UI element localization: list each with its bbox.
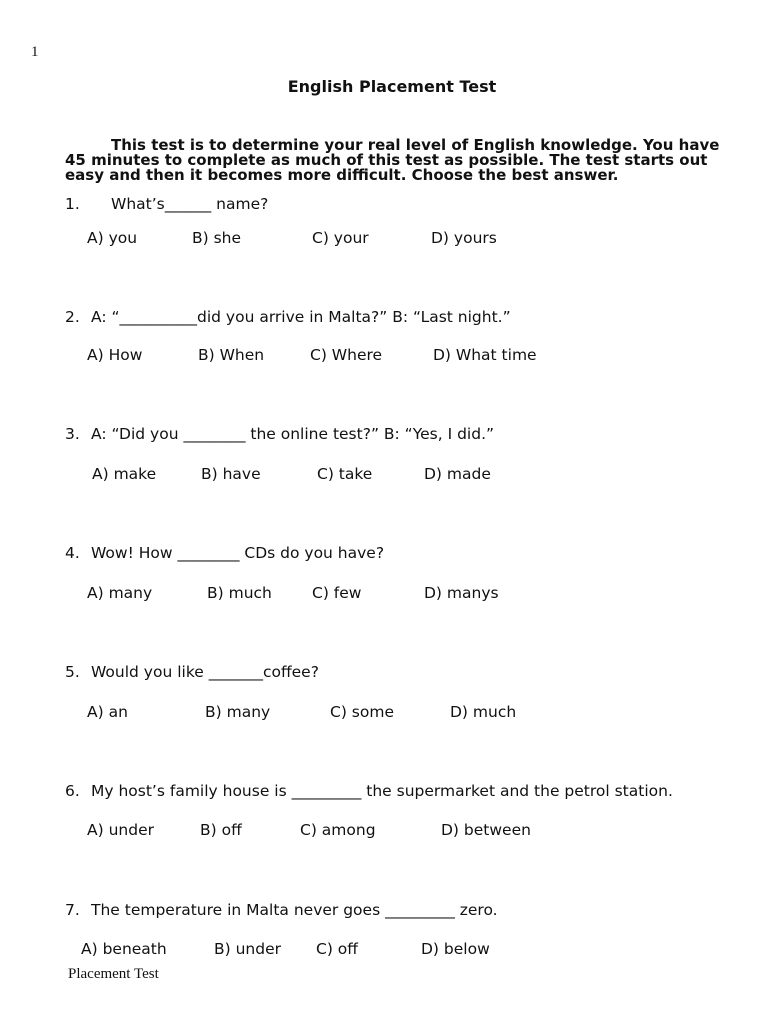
option-d[interactable]: D) manys [424, 584, 499, 602]
option-d[interactable]: D) between [441, 821, 531, 839]
question-number: 4. [65, 544, 80, 562]
question-1 [65, 195, 268, 213]
option-c[interactable]: C) take [317, 465, 373, 483]
question-5 [65, 663, 319, 681]
question-text: The temperature in Malta never goes _________ zero. [91, 901, 498, 919]
instructions-line-2: 45 minutes to complete as much of this test as possible. The test starts out [65, 151, 708, 169]
instructions [65, 138, 735, 183]
option-a[interactable]: A) beneath [81, 940, 167, 958]
option-b[interactable]: B) under [214, 940, 282, 958]
option-b[interactable]: B) have [201, 465, 261, 483]
question-number: 7. [65, 901, 80, 919]
option-c[interactable]: C) some [330, 703, 394, 721]
option-d[interactable]: D) yours [431, 229, 497, 247]
option-d[interactable]: D) much [450, 703, 517, 721]
question-number: 2. [65, 308, 80, 326]
option-b[interactable]: B) off [200, 821, 242, 839]
question-text: Wow! How ________ CDs do you have? [91, 544, 385, 562]
question-text: Would you like _______coffee? [91, 663, 319, 681]
option-a[interactable]: A) make [92, 465, 157, 483]
question-4 [65, 544, 384, 562]
question-text: My host’s family house is _________ the supermarket and the petrol station. [91, 782, 673, 800]
question-2 [65, 308, 511, 326]
option-a[interactable]: A) under [87, 821, 154, 839]
option-c[interactable]: C) off [316, 940, 358, 958]
option-a[interactable]: A) How [87, 346, 143, 364]
question-text: What’s______ name? [111, 195, 269, 213]
question-text: A: “Did you ________ the online test?” B: “Yes, I did.” [91, 425, 495, 443]
option-a[interactable]: A) you [87, 229, 138, 247]
instructions-line-3: easy and then it becomes more difficult. Choose the best answer. [65, 166, 619, 184]
option-b[interactable]: B) When [198, 346, 265, 364]
option-d[interactable]: D) What time [433, 346, 537, 364]
option-b[interactable]: B) many [205, 703, 271, 721]
option-d[interactable]: D) made [424, 465, 491, 483]
question-number: 6. [65, 782, 80, 800]
page-number: 1 [31, 44, 39, 60]
option-c[interactable]: C) among [300, 821, 376, 839]
question-text: A: “__________did you arrive in Malta?” B: “Last night.” [91, 308, 511, 326]
page-title: English Placement Test [287, 77, 497, 96]
question-number: 3. [65, 425, 80, 443]
option-d[interactable]: D) below [421, 940, 490, 958]
option-a[interactable]: A) many [87, 584, 153, 602]
question-6 [65, 782, 673, 800]
option-a[interactable]: A) an [87, 703, 128, 721]
question-number: 1. [65, 195, 80, 213]
option-c[interactable]: C) your [312, 229, 369, 247]
question-7 [65, 901, 498, 919]
instructions-line-1: This test is to determine your real level of English knowledge. You have [111, 136, 720, 154]
option-c[interactable]: C) Where [310, 346, 383, 364]
question-number: 5. [65, 663, 80, 681]
option-b[interactable]: B) much [207, 584, 272, 602]
question-3 [65, 425, 494, 443]
option-c[interactable]: C) few [312, 584, 362, 602]
page-footer: Placement Test [68, 966, 159, 982]
option-b[interactable]: B) she [192, 229, 242, 247]
